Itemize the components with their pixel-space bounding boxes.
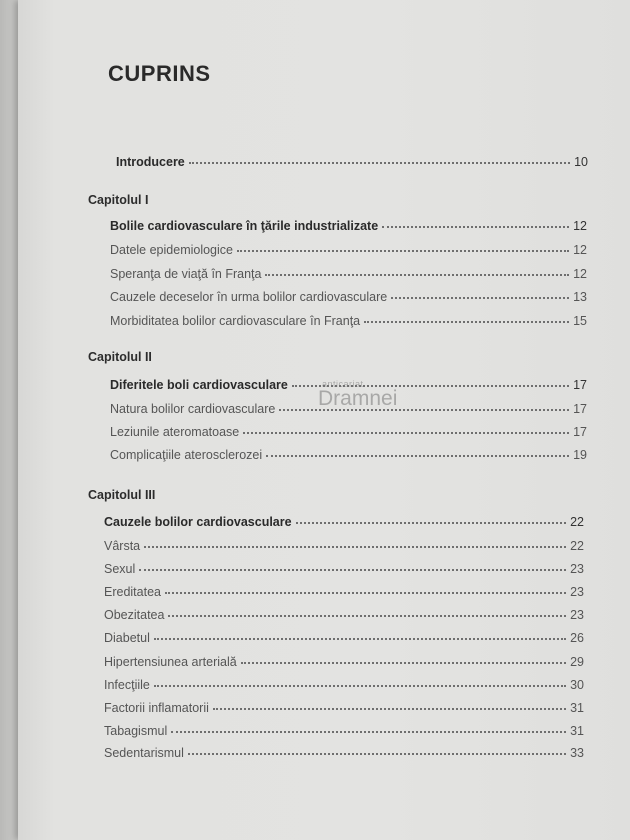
toc-entry-page: 12 — [573, 219, 587, 233]
toc-leader-dots — [154, 675, 566, 687]
toc-entry-page: 23 — [570, 585, 584, 599]
toc-leader-dots — [154, 628, 566, 640]
toc-entry-page: 31 — [570, 724, 584, 738]
toc-entry — [104, 561, 584, 581]
toc-entry-label: Diferitele boli cardiovasculare — [110, 378, 288, 392]
toc-entry-label: Factorii inflamatorii — [104, 701, 209, 715]
toc-entry — [110, 447, 587, 467]
toc-entry-label: Ereditatea — [104, 585, 161, 599]
toc-entry-label: Sexul — [104, 562, 136, 576]
toc-entry-label: Natura bolilor cardiovasculare — [110, 402, 276, 416]
toc-leader-dots — [189, 152, 570, 164]
toc-entry — [110, 313, 587, 333]
toc-leader-dots — [391, 287, 569, 299]
toc-entry-label: Leziunile ateromatoase — [110, 425, 240, 439]
toc-entry — [104, 700, 584, 720]
toc-leader-dots — [188, 743, 566, 755]
toc-entry — [110, 289, 587, 309]
toc-entry-label: Morbiditatea bolilor cardiovasculare în Franţa — [110, 314, 361, 328]
toc-entry — [104, 745, 584, 765]
toc-entry-label: Vârsta — [104, 539, 141, 553]
toc-leader-dots — [165, 582, 566, 594]
toc-entry-label: Hipertensiunea arterială — [104, 655, 237, 669]
toc-entry — [104, 584, 584, 604]
toc-entry-page: 19 — [573, 448, 587, 462]
toc-entry-label: Diabetul — [104, 631, 150, 645]
toc-leader-dots — [265, 264, 569, 276]
toc-entry-page: 33 — [570, 746, 584, 760]
toc-leader-dots — [241, 652, 566, 664]
toc-leader-dots — [168, 605, 566, 617]
toc-chapter-title — [104, 514, 584, 534]
toc-entry-page: 15 — [573, 314, 587, 328]
watermark-small-text: anticariat — [322, 379, 364, 389]
toc-entry-page: 12 — [573, 267, 587, 281]
toc-entry-label: Obezitatea — [104, 608, 165, 622]
toc-entry-page: 17 — [573, 425, 587, 439]
watermark-text: Dramnei — [318, 387, 398, 410]
page-title: CUPRINS — [108, 61, 211, 86]
toc-entry-page: 13 — [573, 290, 587, 304]
toc-leader-dots — [296, 512, 567, 524]
toc-entry — [104, 630, 584, 650]
toc-entry-label: Tabagismul — [104, 724, 168, 738]
toc-entry — [104, 538, 584, 558]
toc-entry-label: Cauzele bolilor cardiovasculare — [104, 515, 292, 529]
toc-entry — [104, 654, 584, 674]
toc-chapter-title — [110, 218, 587, 238]
toc-entry-page: 23 — [570, 562, 584, 576]
toc-leader-dots — [171, 721, 566, 733]
toc-leader-dots — [382, 216, 569, 228]
toc-entry-page: 10 — [574, 155, 588, 169]
toc-entry-page: 22 — [570, 515, 584, 529]
toc-entry — [104, 607, 584, 627]
toc-leader-dots — [213, 698, 566, 710]
toc-entry-page: 17 — [573, 378, 587, 392]
toc-entry-label: Cauzele deceselor în urma bolilor cardiovasculare — [110, 290, 388, 304]
toc-leader-dots — [266, 445, 569, 457]
toc-entry-label: Speranţa de viaţă în Franţa — [110, 267, 262, 281]
chapter-label: Capitolul I — [88, 193, 149, 207]
toc-entry-page: 29 — [570, 655, 584, 669]
chapter-label: Capitolul III — [88, 488, 156, 502]
toc-entry-label: Infecţiile — [104, 678, 150, 692]
toc-entry — [110, 424, 587, 444]
toc-leader-dots — [139, 559, 566, 571]
toc-entry-label: Bolile cardiovasculare în ţările industrializate — [110, 219, 379, 233]
toc-entry-page: 30 — [570, 678, 584, 692]
toc-entry-page: 23 — [570, 608, 584, 622]
toc-entry-page: 17 — [573, 402, 587, 416]
toc-entry-page: 22 — [570, 539, 584, 553]
watermark — [318, 379, 398, 410]
toc-entry-label: Complicaţiile aterosclerozei — [110, 448, 263, 462]
toc-entry-label: Sedentarismul — [104, 746, 184, 760]
toc-leader-dots — [364, 311, 569, 323]
toc-entry-page: 12 — [573, 243, 587, 257]
toc-entry — [104, 723, 584, 743]
toc-entry — [110, 266, 587, 286]
toc-entry-page: 26 — [570, 631, 584, 645]
toc-entry-intro — [116, 154, 588, 174]
toc-entry — [104, 677, 584, 697]
chapter-label: Capitolul II — [88, 350, 152, 364]
toc-entry-label: Datele epidemiologice — [110, 243, 233, 257]
toc-leader-dots — [243, 422, 569, 434]
toc-leader-dots — [144, 536, 566, 548]
toc-entry-page: 31 — [570, 701, 584, 715]
toc-entry-label: Introducere — [116, 155, 185, 169]
toc-entry — [110, 242, 587, 262]
toc-leader-dots — [237, 240, 569, 252]
